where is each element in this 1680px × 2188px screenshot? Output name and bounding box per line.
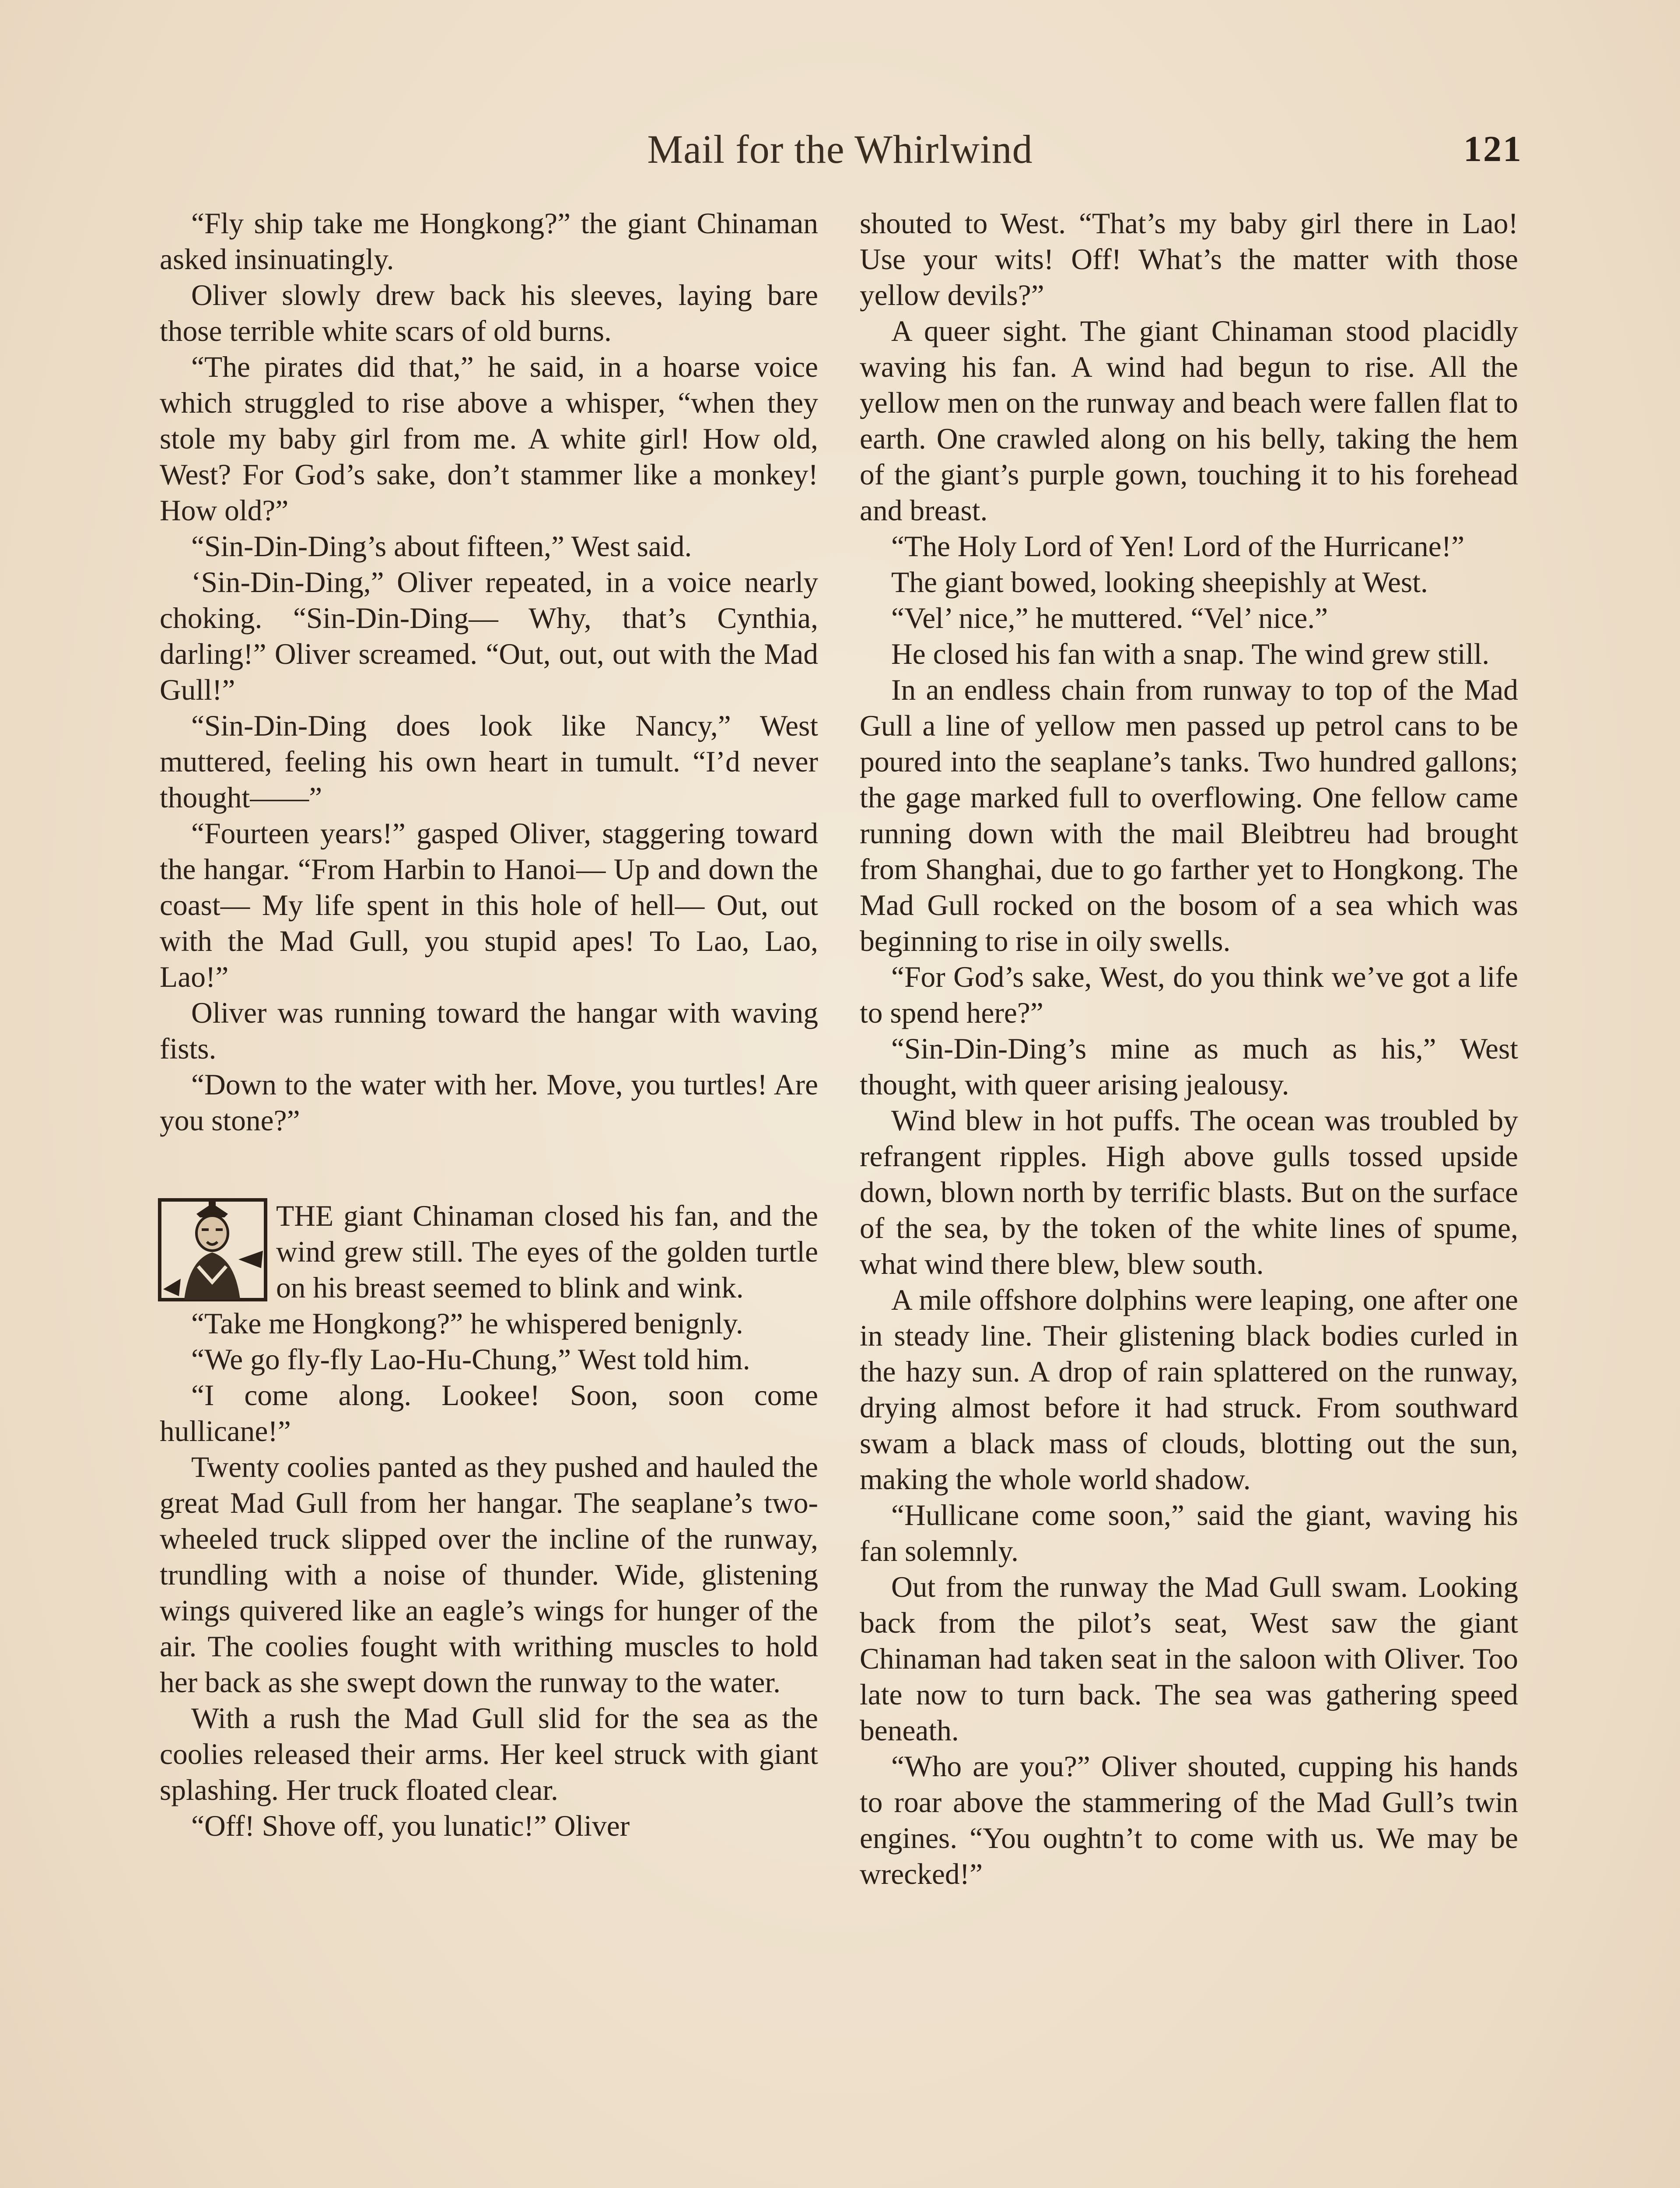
paragraph: “For God’s sake, West, do you think we’ve got a life to spend here?” [860,961,1518,1029]
paragraph: Wind blew in hot puffs. The ocean was troubled by refrangent ripples. High above gulls tossed upside down, blown north by terrific blasts. But on the surface of the sea, by the token of the white lines of spume, what wind there blew, blew south. [860,1104,1518,1280]
paragraph: Out from the runway the Mad Gull swam. Looking back from the pilot’s seat, West saw the giant Chinaman had taken seat in the saloon with Oliver. Too late now to turn back. The sea was gathering speed beneath. [860,1571,1518,1747]
paragraph: “Fly ship take me Hongkong?” the giant Chinaman asked insinuatingly. [160,207,818,276]
paragraph: “Sin-Din-Ding does look like Nancy,” West muttered, feeling his own heart in tumult. “I’d never thought——” [160,709,818,814]
paragraph: “Hullicane come soon,” said the giant, waving his fan solemnly. [860,1499,1518,1567]
chinaman-portrait-icon [158,1198,267,1301]
paragraph: A mile offshore dolphins were leaping, one after one in steady line. Their glistening black bodies curled in the hazy sun. A drop of rain splattered on the runway, drying almost before it had struck. From southward swam a black mass of clouds, blotting out the sun, making the whole world shadow. [860,1283,1518,1496]
paragraph: ‘Sin-Din-Ding,” Oliver repeated, in a voice nearly choking. “Sin-Din-Ding— Why, that’s Cynthia, darling!” Oliver screamed. “Out, out, out with the Mad Gull!” [160,566,818,706]
paragraph: He closed his fan with a snap. The wind grew still. [891,638,1490,670]
paragraph: Oliver slowly drew back his sleeves, laying bare those terrible white scars of old burns. [160,279,818,347]
right-column [860,206,1518,1892]
paragraph: Oliver was running toward the hangar with waving fists. [160,996,818,1065]
paragraph: “Down to the water with her. Move, you turtles! Are you stone?” [160,1068,818,1137]
paragraph: A queer sight. The giant Chinaman stood placidly waving his fan. A wind had begun to rise. All the yellow men on the runway and beach were fallen flat to earth. One crawled along on his belly, taking the hem of the giant’s purple gown, touching it to his forehead and breast. [860,315,1518,527]
paragraph: “The Holy Lord of Yen! Lord of the Hurricane!” [891,530,1465,563]
paragraph: “I come along. Lookee! Soon, soon come hullicane!” [160,1379,818,1448]
paragraph: With a rush the Mad Gull slid for the sea as the coolies released their arms. Her keel struck with giant splashing. Her truck floated clear. [160,1702,818,1806]
left-column [160,206,818,1844]
paragraph: The giant bowed, looking sheepishly at West. [891,566,1428,599]
paragraph: In an endless chain from runway to top of the Mad Gull a line of yellow men passed up petrol cans to be poured into the seaplane’s tanks. Two hundred gallons; the gage marked full to overflowing. One fellow came running down with the mail Bleibtreu had brought from Shanghai, due to go farther yet to Hongkong. The Mad Gull rocked on the bosom of a sea which was beginning to rise in oily swells. [860,673,1518,957]
paragraph: “We go fly-fly Lao-Hu-Chung,” West told him. [191,1343,750,1376]
dropcap-illustration [158,1198,267,1301]
paragraph: THE giant Chinaman closed his fan, and the wind grew still. The eyes of the golden turtle on his breast seemed to blink and wink. [276,1199,818,1304]
paragraph: “Who are you?” Oliver shouted, cupping his hands to roar above the stammering of the Mad Gull’s twin engines. “You oughtn’t to come with us. We may be wrecked!” [860,1750,1518,1890]
paragraph: “Sin-Din-Ding’s mine as much as his,” West thought, with queer arising jealousy. [860,1032,1518,1101]
page-number: 121 [1463,129,1522,169]
paragraph: “Vel’ nice,” he muttered. “Vel’ nice.” [891,602,1328,635]
paragraph: Twenty coolies panted as they pushed and hauled the great Mad Gull from her hangar. The seaplane’s two-wheeled truck slipped over the incline of the runway, trundling with a noise of thunder. Wide, glistening wings quivered like an eagle’s wings for hunger of the air. The coolies fought with writhing muscles to hold her back as she swept down the runway to the water. [160,1451,818,1699]
paragraph: shouted to West. “That’s my baby girl there in Lao! Use your wits! Off! What’s the matter with those yellow devils?” [860,207,1518,312]
paragraph: “Off! Shove off, you lunatic!” Oliver [191,1809,630,1842]
paragraph: “Take me Hongkong?” he whispered benignly. [191,1307,743,1340]
paragraph: “The pirates did that,” he said, in a hoarse voice which struggled to rise above a whisper, “when they stole my baby girl from me. A white girl! How old, West? For God’s sake, don’t stammer like a monkey! How old?” [160,351,818,527]
paragraph: “Fourteen years!” gasped Oliver, staggering toward the hangar. “From Harbin to Hanoi— Up and down the coast— My life spent in this hole of hell— Out, out with the Mad Gull, you stupid apes! To Lao, Lao, Lao!” [160,817,818,993]
paragraph: “Sin-Din-Ding’s about fifteen,” West said. [191,530,692,563]
page-header [0,126,1680,174]
running-title: Mail for the Whirlwind [647,127,1033,172]
